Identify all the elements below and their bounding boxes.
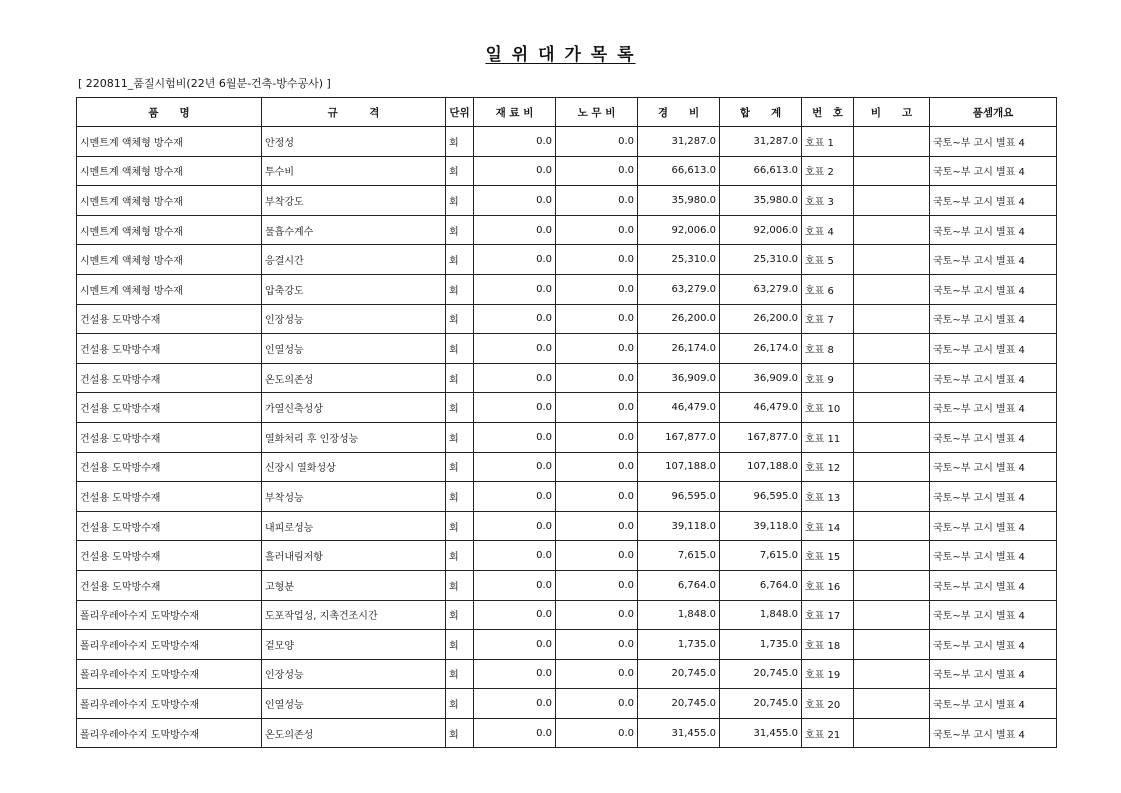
cell-material: 0.0 [474, 304, 556, 334]
cell-number: 호표 7 [802, 304, 854, 334]
cell-labor: 0.0 [556, 274, 638, 304]
cell-expense: 26,174.0 [638, 334, 720, 364]
table-row [77, 482, 1057, 512]
cell-material: 0.0 [474, 630, 556, 660]
cell-unit: 회 [446, 482, 474, 512]
cell-labor: 0.0 [556, 334, 638, 364]
header-material: 재 료 비 [474, 98, 556, 127]
cell-labor: 0.0 [556, 570, 638, 600]
cell-number: 호표 2 [802, 156, 854, 186]
cell-number: 호표 6 [802, 274, 854, 304]
cell-labor: 0.0 [556, 186, 638, 216]
cell-total: 1,848.0 [720, 600, 802, 630]
cell-remark [854, 393, 930, 423]
cell-outline: 국토~부 고시 별표 4 [930, 156, 1057, 186]
header-labor: 노 무 비 [556, 98, 638, 127]
cell-total: 107,188.0 [720, 452, 802, 482]
cell-unit: 회 [446, 304, 474, 334]
cell-total: 167,877.0 [720, 422, 802, 452]
cell-total: 63,279.0 [720, 274, 802, 304]
header-expense: 경 비 [638, 98, 720, 127]
cell-outline: 국토~부 고시 별표 4 [930, 630, 1057, 660]
cell-outline: 국토~부 고시 별표 4 [930, 215, 1057, 245]
cell-outline: 국토~부 고시 별표 4 [930, 689, 1057, 719]
cell-name: 시멘트계 액체형 방수재 [77, 245, 262, 275]
header-number: 번 호 [802, 98, 854, 127]
table-row [77, 630, 1057, 660]
cell-name: 건설용 도막방수재 [77, 541, 262, 571]
cell-unit: 회 [446, 541, 474, 571]
cell-total: 6,764.0 [720, 570, 802, 600]
cell-outline: 국토~부 고시 별표 4 [930, 482, 1057, 512]
table-row [77, 334, 1057, 364]
cell-name: 건설용 도막방수재 [77, 393, 262, 423]
cell-outline: 국토~부 고시 별표 4 [930, 600, 1057, 630]
cell-remark [854, 215, 930, 245]
cell-remark [854, 186, 930, 216]
cell-number: 호표 10 [802, 393, 854, 423]
cell-material: 0.0 [474, 422, 556, 452]
cell-number: 호표 11 [802, 422, 854, 452]
cell-number: 호표 1 [802, 127, 854, 157]
cell-total: 20,745.0 [720, 689, 802, 719]
cell-unit: 회 [446, 570, 474, 600]
cell-name: 시멘트계 액체형 방수재 [77, 274, 262, 304]
cell-name: 폴리우레아수지 도막방수재 [77, 600, 262, 630]
cell-expense: 66,613.0 [638, 156, 720, 186]
cell-spec: 겉모양 [262, 630, 446, 660]
header-remark: 비 고 [854, 98, 930, 127]
cell-number: 호표 8 [802, 334, 854, 364]
cell-name: 시멘트계 액체형 방수재 [77, 127, 262, 157]
cell-number: 호표 5 [802, 245, 854, 275]
table-row [77, 215, 1057, 245]
cell-unit: 회 [446, 274, 474, 304]
table-header-row [77, 98, 1057, 127]
cell-labor: 0.0 [556, 156, 638, 186]
cell-number: 호표 19 [802, 659, 854, 689]
cell-outline: 국토~부 고시 별표 4 [930, 422, 1057, 452]
cell-unit: 회 [446, 659, 474, 689]
cell-spec: 내피로성능 [262, 511, 446, 541]
cell-remark [854, 245, 930, 275]
table-row [77, 127, 1057, 157]
document-subtitle: [ 220811_품질시험비(22년 6월분-건축-방수공사) ] [78, 77, 331, 90]
table-row [77, 689, 1057, 719]
cell-unit: 회 [446, 127, 474, 157]
cell-total: 39,118.0 [720, 511, 802, 541]
cell-name: 건설용 도막방수재 [77, 363, 262, 393]
cell-total: 36,909.0 [720, 363, 802, 393]
cell-outline: 국토~부 고시 별표 4 [930, 393, 1057, 423]
cell-remark [854, 274, 930, 304]
cell-number: 호표 17 [802, 600, 854, 630]
cell-unit: 회 [446, 245, 474, 275]
cell-labor: 0.0 [556, 215, 638, 245]
cell-remark [854, 127, 930, 157]
cell-name: 폴리우레아수지 도막방수재 [77, 718, 262, 748]
cell-material: 0.0 [474, 718, 556, 748]
cell-outline: 국토~부 고시 별표 4 [930, 127, 1057, 157]
cell-number: 호표 20 [802, 689, 854, 719]
cell-total: 20,745.0 [720, 659, 802, 689]
cell-remark [854, 541, 930, 571]
cell-expense: 31,287.0 [638, 127, 720, 157]
cell-name: 건설용 도막방수재 [77, 570, 262, 600]
cell-total: 25,310.0 [720, 245, 802, 275]
cell-material: 0.0 [474, 452, 556, 482]
cell-labor: 0.0 [556, 600, 638, 630]
table-row [77, 186, 1057, 216]
cell-spec: 열화처리 후 인장성능 [262, 422, 446, 452]
cell-spec: 응결시간 [262, 245, 446, 275]
cell-total: 31,287.0 [720, 127, 802, 157]
cell-unit: 회 [446, 363, 474, 393]
cell-expense: 25,310.0 [638, 245, 720, 275]
header-spec: 규 격 [262, 98, 446, 127]
cell-labor: 0.0 [556, 363, 638, 393]
cell-expense: 63,279.0 [638, 274, 720, 304]
cell-labor: 0.0 [556, 659, 638, 689]
cell-labor: 0.0 [556, 689, 638, 719]
table-row [77, 452, 1057, 482]
cell-spec: 도포작업성, 지촉건조시간 [262, 600, 446, 630]
cell-spec: 고형분 [262, 570, 446, 600]
table-row [77, 156, 1057, 186]
cell-expense: 107,188.0 [638, 452, 720, 482]
table-row [77, 600, 1057, 630]
cell-material: 0.0 [474, 659, 556, 689]
cell-name: 폴리우레아수지 도막방수재 [77, 630, 262, 660]
cell-material: 0.0 [474, 482, 556, 512]
cell-number: 호표 12 [802, 452, 854, 482]
cell-number: 호표 4 [802, 215, 854, 245]
table-row [77, 718, 1057, 748]
cell-spec: 온도의존성 [262, 363, 446, 393]
cell-spec: 투수비 [262, 156, 446, 186]
cell-number: 호표 14 [802, 511, 854, 541]
cell-outline: 국토~부 고시 별표 4 [930, 718, 1057, 748]
cell-expense: 20,745.0 [638, 659, 720, 689]
cell-remark [854, 630, 930, 660]
cell-number: 호표 3 [802, 186, 854, 216]
cell-unit: 회 [446, 215, 474, 245]
cell-name: 폴리우레아수지 도막방수재 [77, 689, 262, 719]
cell-name: 시멘트계 액체형 방수재 [77, 215, 262, 245]
cell-unit: 회 [446, 630, 474, 660]
cell-spec: 압축강도 [262, 274, 446, 304]
cell-total: 1,735.0 [720, 630, 802, 660]
cell-spec: 부착강도 [262, 186, 446, 216]
cell-spec: 인장성능 [262, 304, 446, 334]
cell-expense: 96,595.0 [638, 482, 720, 512]
table-row [77, 422, 1057, 452]
cell-remark [854, 570, 930, 600]
cell-name: 시멘트계 액체형 방수재 [77, 186, 262, 216]
cell-name: 시멘트계 액체형 방수재 [77, 156, 262, 186]
cell-name: 폴리우레아수지 도막방수재 [77, 659, 262, 689]
cell-remark [854, 689, 930, 719]
table-row [77, 570, 1057, 600]
cell-name: 건설용 도막방수재 [77, 304, 262, 334]
cell-spec: 흘러내림저항 [262, 541, 446, 571]
table-row [77, 511, 1057, 541]
cell-number: 호표 9 [802, 363, 854, 393]
cell-expense: 46,479.0 [638, 393, 720, 423]
cell-number: 호표 15 [802, 541, 854, 571]
cell-labor: 0.0 [556, 541, 638, 571]
cell-unit: 회 [446, 452, 474, 482]
cell-remark [854, 482, 930, 512]
cell-spec: 안정성 [262, 127, 446, 157]
cell-outline: 국토~부 고시 별표 4 [930, 274, 1057, 304]
cell-material: 0.0 [474, 245, 556, 275]
cell-material: 0.0 [474, 274, 556, 304]
cell-outline: 국토~부 고시 별표 4 [930, 334, 1057, 364]
cell-labor: 0.0 [556, 511, 638, 541]
cell-expense: 167,877.0 [638, 422, 720, 452]
header-total: 합 계 [720, 98, 802, 127]
cell-total: 92,006.0 [720, 215, 802, 245]
cell-remark [854, 304, 930, 334]
table-row [77, 659, 1057, 689]
cell-labor: 0.0 [556, 630, 638, 660]
cell-labor: 0.0 [556, 482, 638, 512]
cell-labor: 0.0 [556, 304, 638, 334]
cell-remark [854, 511, 930, 541]
table-row [77, 274, 1057, 304]
cell-remark [854, 156, 930, 186]
table-row [77, 393, 1057, 423]
cell-unit: 회 [446, 422, 474, 452]
cell-spec: 가열신축성상 [262, 393, 446, 423]
cell-material: 0.0 [474, 334, 556, 364]
cell-spec: 부착성능 [262, 482, 446, 512]
cell-unit: 회 [446, 600, 474, 630]
cell-remark [854, 718, 930, 748]
cell-total: 7,615.0 [720, 541, 802, 571]
cell-total: 96,595.0 [720, 482, 802, 512]
cell-unit: 회 [446, 334, 474, 364]
cell-material: 0.0 [474, 156, 556, 186]
page-title [0, 40, 1121, 65]
cell-material: 0.0 [474, 393, 556, 423]
header-name: 품 명 [77, 98, 262, 127]
cell-labor: 0.0 [556, 718, 638, 748]
unit-price-table [76, 97, 1057, 748]
cell-outline: 국토~부 고시 별표 4 [930, 570, 1057, 600]
cell-total: 31,455.0 [720, 718, 802, 748]
cell-total: 26,174.0 [720, 334, 802, 364]
table-row [77, 304, 1057, 334]
cell-expense: 35,980.0 [638, 186, 720, 216]
cell-outline: 국토~부 고시 별표 4 [930, 186, 1057, 216]
cell-material: 0.0 [474, 541, 556, 571]
cell-spec: 온도의존성 [262, 718, 446, 748]
cell-expense: 92,006.0 [638, 215, 720, 245]
cell-number: 호표 16 [802, 570, 854, 600]
cell-total: 35,980.0 [720, 186, 802, 216]
cell-material: 0.0 [474, 215, 556, 245]
cell-total: 46,479.0 [720, 393, 802, 423]
cell-remark [854, 363, 930, 393]
cell-unit: 회 [446, 186, 474, 216]
cell-labor: 0.0 [556, 393, 638, 423]
cell-number: 호표 13 [802, 482, 854, 512]
cell-remark [854, 334, 930, 364]
cell-remark [854, 422, 930, 452]
cell-total: 66,613.0 [720, 156, 802, 186]
cell-name: 건설용 도막방수재 [77, 334, 262, 364]
cell-labor: 0.0 [556, 245, 638, 275]
header-unit: 단위 [446, 98, 474, 127]
cell-outline: 국토~부 고시 별표 4 [930, 541, 1057, 571]
cell-spec: 물흡수계수 [262, 215, 446, 245]
cell-name: 건설용 도막방수재 [77, 511, 262, 541]
cell-expense: 1,848.0 [638, 600, 720, 630]
cell-outline: 국토~부 고시 별표 4 [930, 304, 1057, 334]
cell-outline: 국토~부 고시 별표 4 [930, 452, 1057, 482]
cell-number: 호표 21 [802, 718, 854, 748]
table-body [77, 127, 1057, 748]
cell-expense: 7,615.0 [638, 541, 720, 571]
cell-labor: 0.0 [556, 422, 638, 452]
cell-unit: 회 [446, 511, 474, 541]
cell-spec: 신장시 열화성상 [262, 452, 446, 482]
cell-expense: 1,735.0 [638, 630, 720, 660]
cell-material: 0.0 [474, 689, 556, 719]
cell-spec: 인열성능 [262, 689, 446, 719]
page-title-text: 일 위 대 가 목 록 [485, 45, 636, 65]
cell-material: 0.0 [474, 570, 556, 600]
cell-spec: 인열성능 [262, 334, 446, 364]
cell-expense: 36,909.0 [638, 363, 720, 393]
cell-expense: 20,745.0 [638, 689, 720, 719]
cell-unit: 회 [446, 718, 474, 748]
cell-remark [854, 600, 930, 630]
cell-name: 건설용 도막방수재 [77, 422, 262, 452]
cell-outline: 국토~부 고시 별표 4 [930, 245, 1057, 275]
cell-unit: 회 [446, 689, 474, 719]
cell-name: 건설용 도막방수재 [77, 452, 262, 482]
cell-spec: 인장성능 [262, 659, 446, 689]
cell-outline: 국토~부 고시 별표 4 [930, 511, 1057, 541]
cell-material: 0.0 [474, 127, 556, 157]
table-row [77, 541, 1057, 571]
header-outline: 품셈개요 [930, 98, 1057, 127]
cell-remark [854, 452, 930, 482]
cell-material: 0.0 [474, 600, 556, 630]
cell-expense: 26,200.0 [638, 304, 720, 334]
cell-labor: 0.0 [556, 452, 638, 482]
cell-unit: 회 [446, 393, 474, 423]
cell-labor: 0.0 [556, 127, 638, 157]
cell-outline: 국토~부 고시 별표 4 [930, 659, 1057, 689]
cell-expense: 31,455.0 [638, 718, 720, 748]
cell-material: 0.0 [474, 363, 556, 393]
cell-material: 0.0 [474, 186, 556, 216]
cell-material: 0.0 [474, 511, 556, 541]
cell-expense: 39,118.0 [638, 511, 720, 541]
cell-total: 26,200.0 [720, 304, 802, 334]
table-row [77, 363, 1057, 393]
cell-unit: 회 [446, 156, 474, 186]
cell-remark [854, 659, 930, 689]
cell-outline: 국토~부 고시 별표 4 [930, 363, 1057, 393]
cell-name: 건설용 도막방수재 [77, 482, 262, 512]
table-row [77, 245, 1057, 275]
cell-number: 호표 18 [802, 630, 854, 660]
cell-expense: 6,764.0 [638, 570, 720, 600]
